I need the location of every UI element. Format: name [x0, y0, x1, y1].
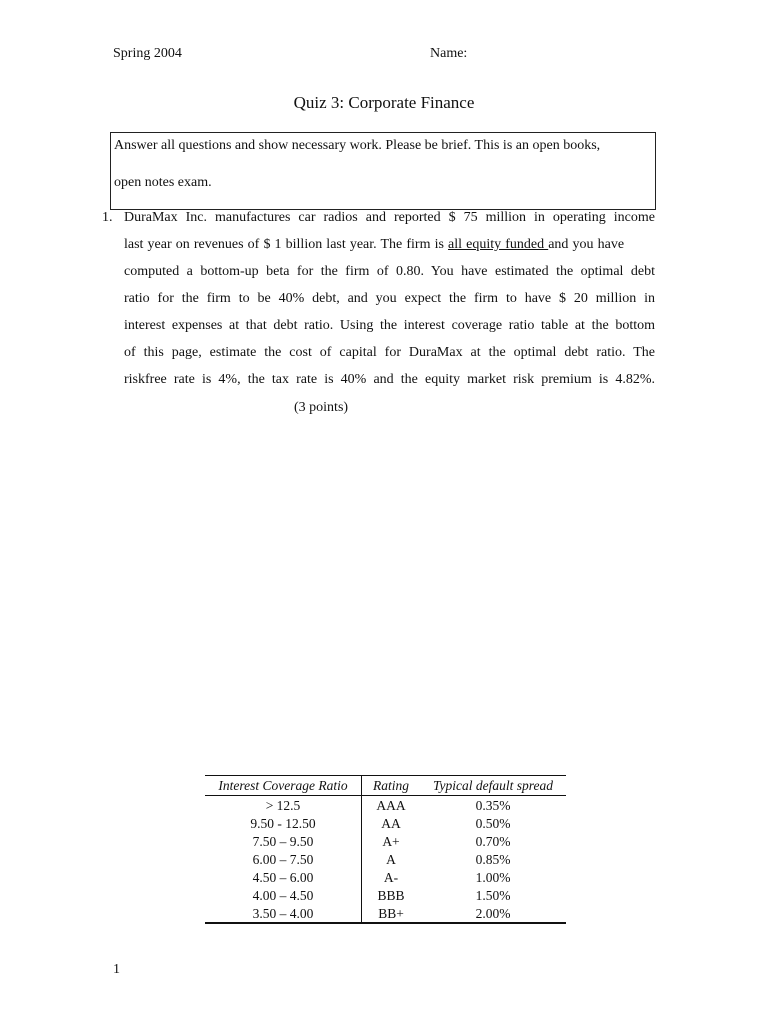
table-cell-spread: 0.35%: [475, 797, 511, 813]
question-line-text: and you have: [548, 237, 625, 252]
table-cell-coverage: 6.00 – 7.50: [205, 850, 362, 868]
table-row: [205, 886, 566, 904]
table-cell-rating: A-: [383, 869, 399, 885]
table-header-row: [205, 776, 566, 796]
points-label: (3 points): [294, 400, 349, 415]
question-line-text: last year on revenues of $ 1 billion last year. The firm is: [124, 237, 449, 252]
table-header-spread: Typical default spread: [420, 776, 566, 796]
table-cell-coverage: 7.50 – 9.50: [205, 832, 362, 850]
table-row: [205, 832, 566, 850]
rating-table: [205, 775, 566, 924]
question-line: [124, 237, 655, 253]
instructions-box: [110, 132, 656, 210]
page-title: Quiz 3: Corporate Finance: [293, 93, 475, 112]
table-cell-rating: AAA: [376, 797, 406, 813]
table-cell-coverage: 4.50 – 6.00: [205, 868, 362, 886]
table-cell-spread: 1.00%: [475, 869, 511, 885]
table-cell-rating: A+: [382, 833, 400, 849]
table-cell-spread: 0.70%: [475, 833, 511, 849]
table-cell-coverage: > 12.5: [205, 796, 362, 815]
table-cell-rating: BBB: [377, 887, 405, 903]
header-name-label: Name:: [430, 46, 468, 61]
instructions-line-1: Answer all questions and show necessary work. Please be brief. This is an open books,: [114, 138, 601, 153]
table-cell-coverage: 9.50 - 12.50: [205, 814, 362, 832]
question-line: riskfree rate is 4%, the tax rate is 40% and the equity market risk premium is 4.82%.: [124, 372, 655, 387]
table-row: [205, 850, 566, 868]
table-cell-spread: 1.50%: [475, 887, 511, 903]
table-row: [205, 814, 566, 832]
header-term: Spring 2004: [113, 46, 182, 61]
table-cell-coverage: 3.50 – 4.00: [205, 904, 362, 923]
question-line: of this page, estimate the cost of capital for DuraMax at the optimal debt ratio. The: [124, 345, 655, 360]
question-line: interest expenses at that debt ratio. Using the interest coverage ratio table at the bottom: [124, 318, 655, 333]
table-cell-rating: AA: [381, 815, 401, 831]
page-number: 1: [113, 962, 120, 977]
table-header-rating: Rating: [362, 776, 421, 796]
table-cell-coverage: 4.00 – 4.50: [205, 886, 362, 904]
table-header-coverage: Interest Coverage Ratio: [205, 776, 362, 796]
table-row: [205, 904, 566, 923]
table-cell-rating: BB+: [362, 904, 421, 923]
question-line: computed a bottom-up beta for the firm of 0.80. You have estimated the optimal debt: [124, 264, 655, 279]
table-cell-spread: 2.00%: [420, 904, 566, 923]
table-cell-rating: A: [386, 851, 396, 867]
table-cell-spread: 0.50%: [475, 815, 511, 831]
table-row: [205, 868, 566, 886]
question-number: 1.: [102, 210, 113, 225]
instructions-line-2: open notes exam.: [114, 175, 212, 190]
table-row: [205, 796, 566, 815]
question-line: DuraMax Inc. manufactures car radios and reported $ 75 million in operating income: [124, 210, 655, 225]
underlined-phrase: all equity funded: [448, 237, 549, 252]
table-cell-spread: 0.85%: [475, 851, 511, 867]
question-line: ratio for the firm to be 40% debt, and you expect the firm to have $ 20 million in: [124, 291, 655, 306]
